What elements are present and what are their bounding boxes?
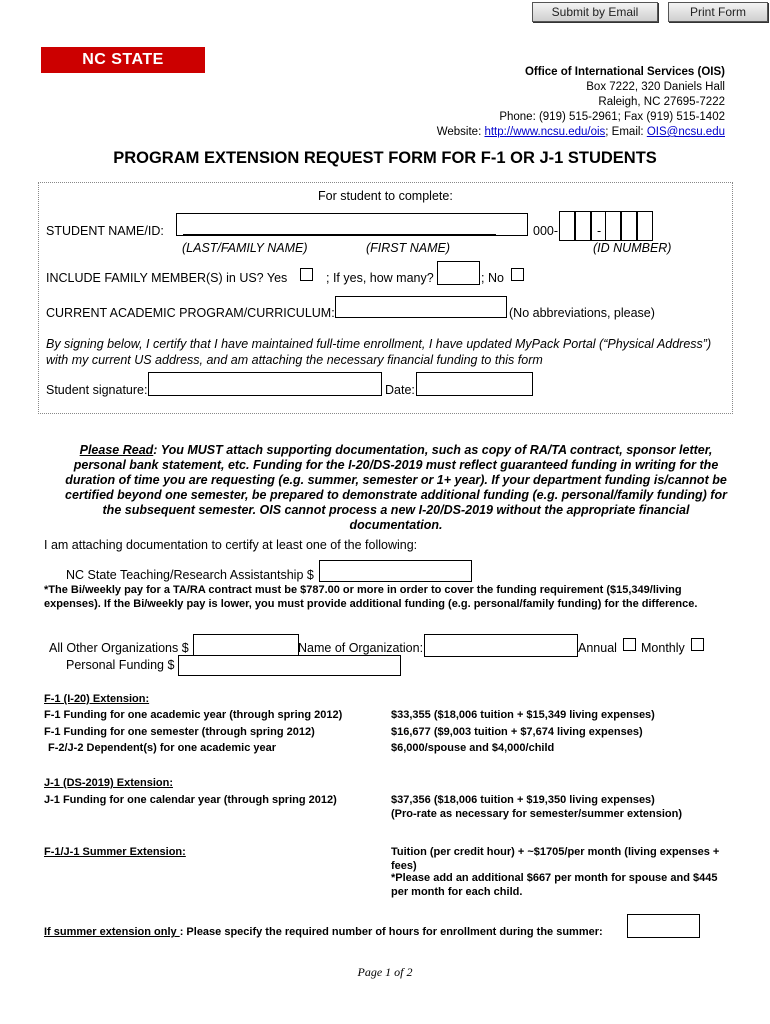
attach-text: I am attaching documentation to certify at least one of the following: xyxy=(44,538,418,552)
office-address-2: Raleigh, NC 27695-7222 xyxy=(598,96,725,108)
no-label: ; No xyxy=(481,271,504,285)
f1-row-value: $6,000/spouse and $4,000/child xyxy=(391,742,555,754)
office-web-email xyxy=(437,125,725,140)
j1-heading: J-1 (DS-2019) Extension: xyxy=(44,777,173,789)
j1-prorate-note: (Pro-rate as necessary for semester/summer extension) xyxy=(391,808,683,820)
annual-checkbox[interactable] xyxy=(623,638,636,651)
submit-by-email-button[interactable]: Submit by Email xyxy=(532,2,658,22)
date-input[interactable] xyxy=(416,372,533,396)
office-phone: Phone: (919) 515-2961; Fax (919) 515-1402 xyxy=(499,111,725,123)
page-footer: Page 1 of 2 xyxy=(357,965,413,979)
email-prefix: ; Email: xyxy=(605,126,647,138)
student-name-input[interactable] xyxy=(176,213,528,236)
email-link[interactable]: OIS@ncsu.edu xyxy=(646,126,725,138)
f1-heading: F-1 (I-20) Extension: xyxy=(44,693,150,705)
id-number-caption: (ID NUMBER) xyxy=(593,241,672,255)
family-no-checkbox[interactable] xyxy=(511,268,524,281)
program-input[interactable] xyxy=(335,296,507,318)
personal-funding-input[interactable] xyxy=(178,655,401,676)
summer-value: Tuition (per credit hour) + ~$1705/per month (living expenses + fees) xyxy=(391,846,720,872)
f1-row-value: $33,355 ($18,006 tuition + $15,349 living expenses) xyxy=(391,709,655,721)
family-members-label: INCLUDE FAMILY MEMBER(S) in US? Yes xyxy=(46,271,288,285)
student-section-header: For student to complete: xyxy=(318,189,453,203)
id-digit-6[interactable] xyxy=(637,211,653,241)
program-label: CURRENT ACADEMIC PROGRAM/CURRICULUM: xyxy=(46,306,335,320)
monthly-checkbox[interactable] xyxy=(691,638,704,651)
please-read-lead: Please Read xyxy=(79,443,154,457)
ncsu-logo: NC STATE UNIVERSITY xyxy=(41,47,205,73)
please-read-notice xyxy=(62,443,730,533)
assistantship-input[interactable] xyxy=(319,560,472,582)
org-name-input[interactable] xyxy=(424,634,578,657)
other-orgs-input[interactable] xyxy=(193,634,299,657)
office-address-1: Box 7222, 320 Daniels Hall xyxy=(586,81,725,93)
summer-only-text xyxy=(44,926,603,938)
f1-row-value: $16,677 ($9,003 tuition + $7,674 living expenses) xyxy=(391,726,643,738)
please-read-text: : You MUST attach supporting documentation, such as copy of RA/TA contract, sponsor letter, personal bank statement, etc. Funding for the I-20/DS-2019 must reflect guaranteed funding in writing for the duration of time you are requesting (e.g. summer, semester or 1+ year). If your department funding is/cannot be certified beyond one semester, be prepared to demonstrate additional funding (e.g. personal/family funding) for the subsequent semester. OIS cannot process a new I-20/DS-2019 without the appropriate financial documentation. xyxy=(65,443,727,532)
id-digit-5[interactable] xyxy=(621,211,637,241)
date-label: Date: xyxy=(385,383,415,397)
office-title: Office of International Services (OIS) xyxy=(524,66,725,78)
j1-value: $37,356 ($18,006 tuition + $19,350 living expenses) xyxy=(391,794,655,806)
personal-funding-label: Personal Funding $ xyxy=(66,658,175,672)
office-info xyxy=(437,65,725,140)
f1-row-label: F-1 Funding for one academic year (through spring 2012) xyxy=(44,709,343,721)
f1-row-label: F-1 Funding for one semester (through spring 2012) xyxy=(44,726,315,738)
id-prefix: 000- xyxy=(533,224,559,238)
other-orgs-label: All Other Organizations $ xyxy=(49,641,189,655)
assistantship-note: *The Bi/weekly pay for a TA/RA contract must be $787.00 or more in order to cover the funding requirement ($15,349/living expenses). If the Bi/weekly pay is lower, you must provide additional funding (e.g. personal/family funding) for the difference. xyxy=(44,584,698,610)
j1-label: J-1 Funding for one calendar year (through spring 2012) xyxy=(44,794,337,806)
summer-only-lead: If summer extension only xyxy=(44,926,180,938)
f1-row-label: F-2/J-2 Dependent(s) for one academic year xyxy=(48,742,277,754)
how-many-input[interactable] xyxy=(437,261,480,285)
first-name-caption: (FIRST NAME) xyxy=(366,241,451,255)
student-name-label: STUDENT NAME/ID: xyxy=(46,224,164,238)
how-many-label: ; If yes, how many? xyxy=(326,271,434,285)
signature-label: Student signature: xyxy=(46,383,148,397)
website-link[interactable]: http://www.ncsu.edu/ois xyxy=(484,126,606,138)
summer-dependent-note: *Please add an additional $667 per month for spouse and $445 per month for each child. xyxy=(391,872,718,898)
monthly-label: Monthly xyxy=(641,641,685,655)
id-digit-4[interactable] xyxy=(605,211,621,241)
annual-label: Annual xyxy=(578,641,617,655)
id-dash: - xyxy=(597,224,602,238)
org-name-label: Name of Organization: xyxy=(298,641,424,655)
summer-hours-input[interactable] xyxy=(627,914,700,938)
form-title: PROGRAM EXTENSION REQUEST FORM FOR F-1 OR J-1 STUDENTS xyxy=(113,149,657,167)
program-note: (No abbreviations, please) xyxy=(509,306,655,320)
signature-input[interactable] xyxy=(148,372,382,396)
family-yes-checkbox[interactable] xyxy=(300,268,313,281)
website-prefix: Website: xyxy=(436,126,485,138)
last-name-caption: (LAST/FAMILY NAME) xyxy=(182,241,308,255)
print-form-button[interactable]: Print Form xyxy=(668,2,768,22)
id-digit-2[interactable] xyxy=(575,211,591,241)
summer-heading: F-1/J-1 Summer Extension: xyxy=(44,846,186,858)
certification-text: By signing below, I certify that I have maintained full-time enrollment, I have updated MyPack Portal (“Physical Address”) with my current US address, and am attaching the necessary financial funding to this form xyxy=(46,337,712,367)
assistantship-label: NC State Teaching/Research Assistantship $ xyxy=(66,568,314,582)
id-digit-1[interactable] xyxy=(559,211,575,241)
summer-only-instruction: : Please specify the required number of hours for enrollment during the summer: xyxy=(179,926,603,938)
name-underline xyxy=(183,234,496,235)
